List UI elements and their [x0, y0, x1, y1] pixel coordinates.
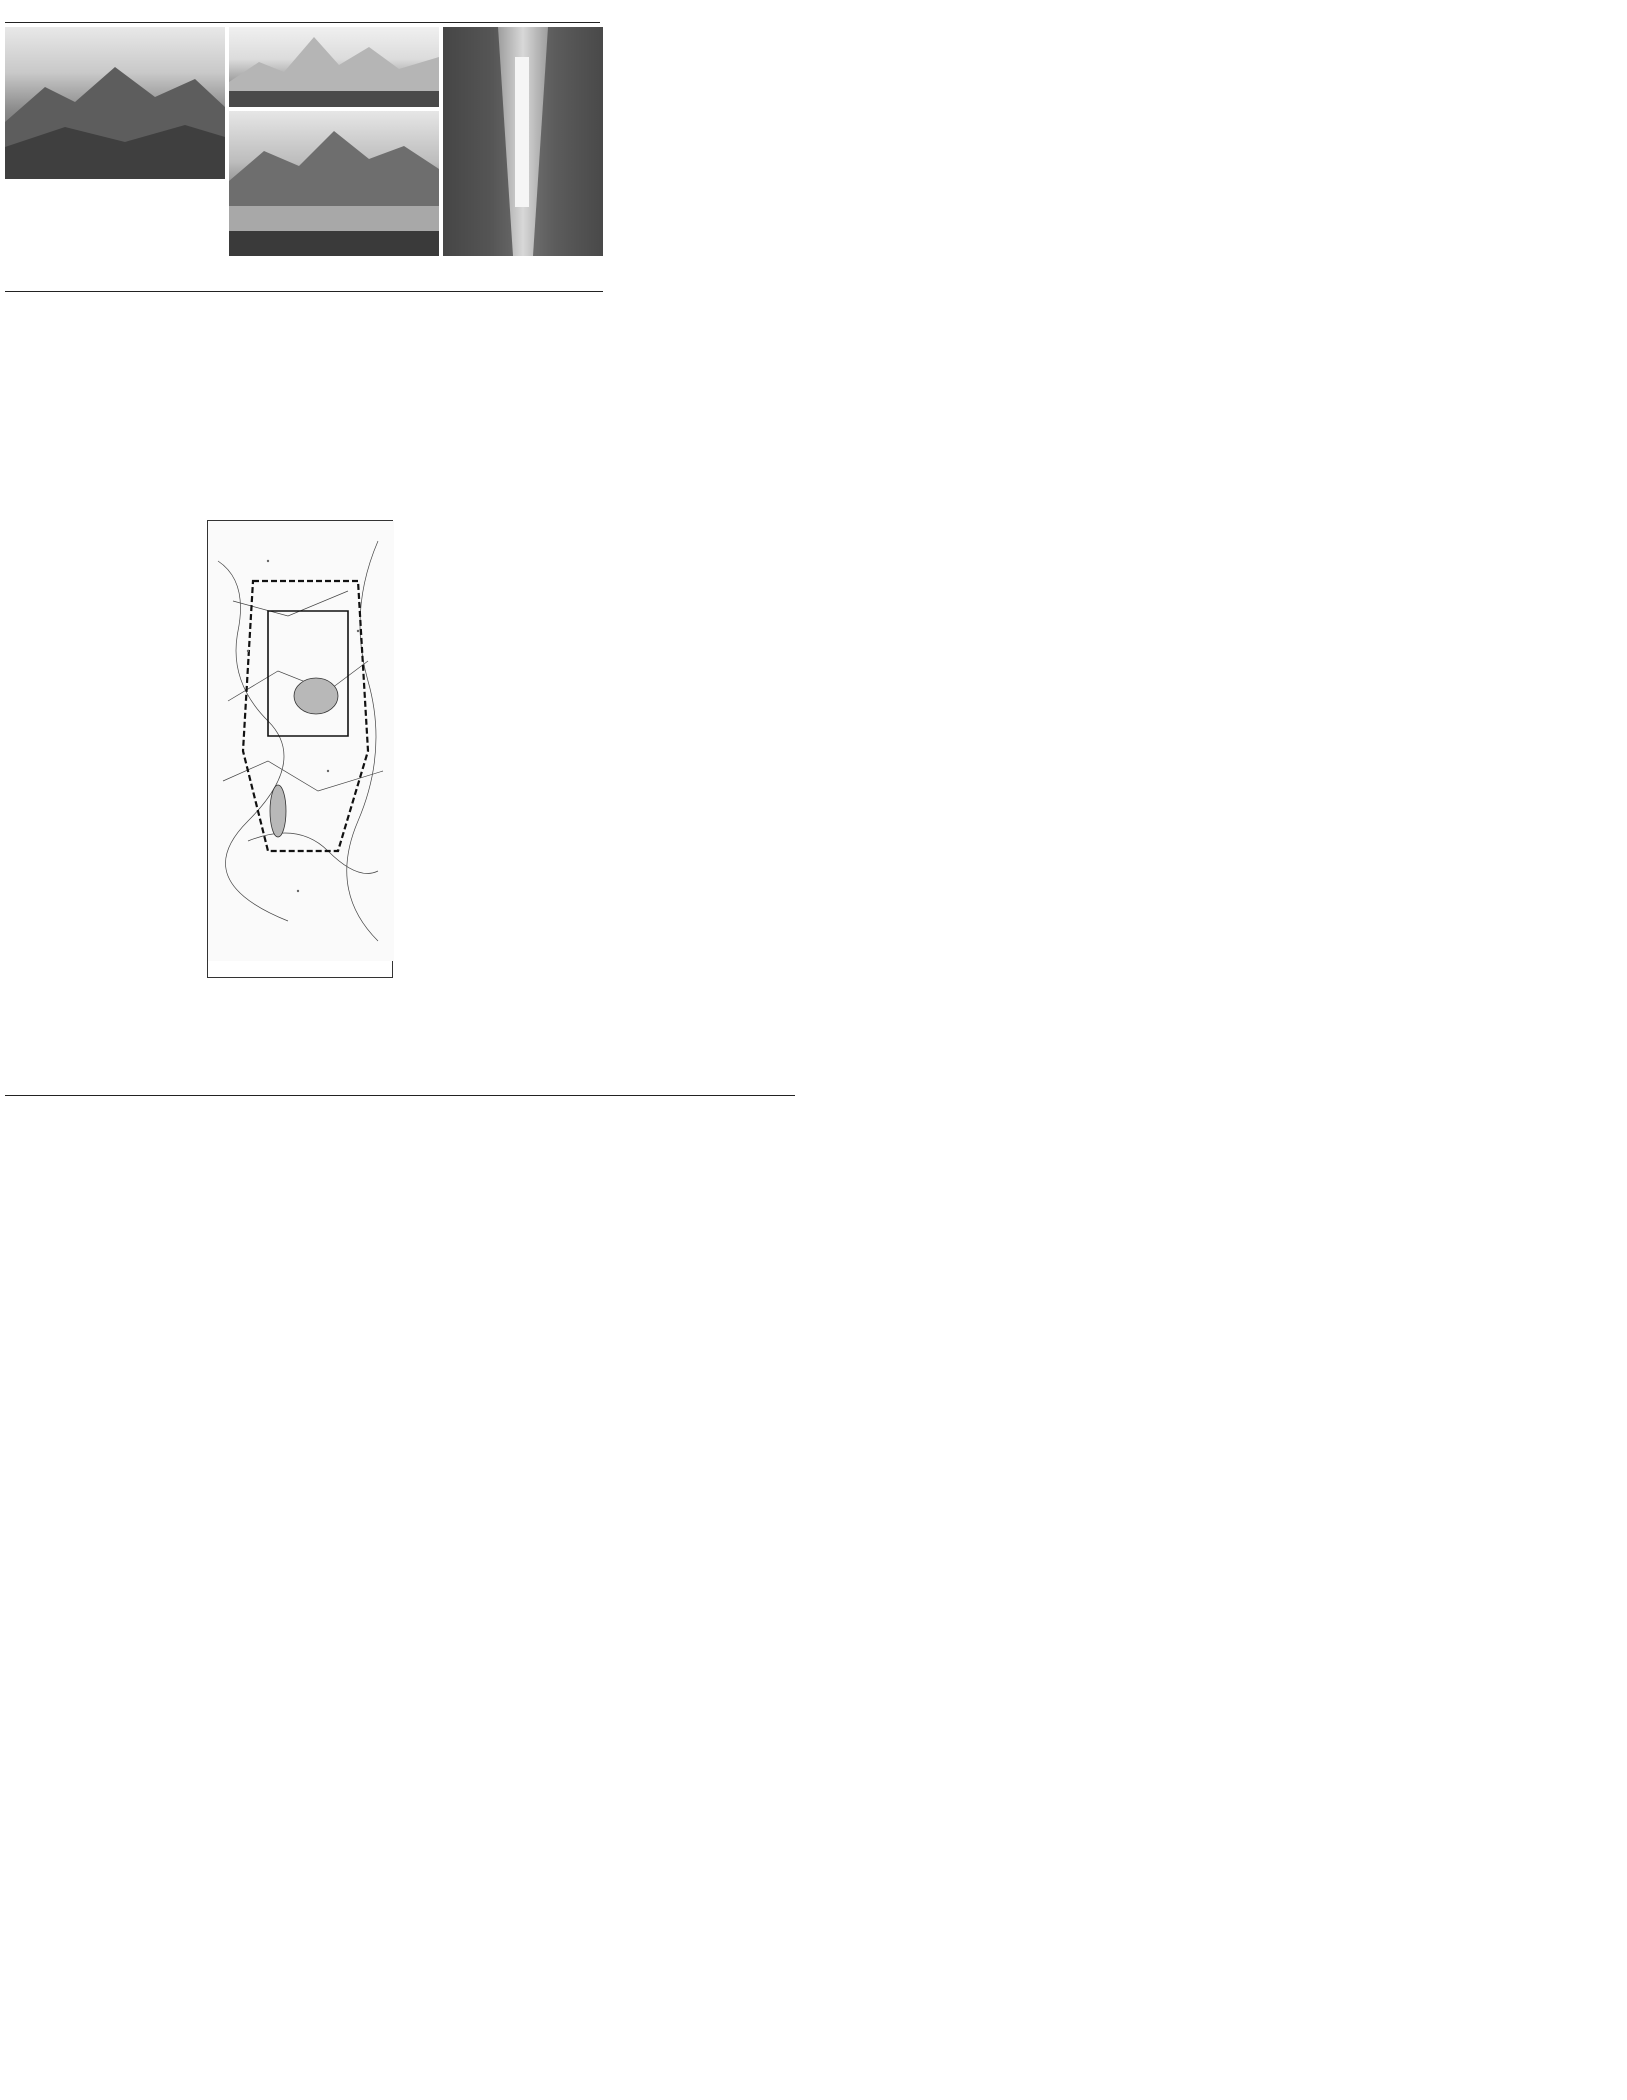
sa1-column-2 — [205, 360, 395, 530]
yellowstone-map — [207, 520, 393, 978]
photo-mt-cleveland — [229, 111, 439, 256]
caption-rule — [5, 291, 603, 292]
falls-sketch — [443, 27, 603, 256]
header-rule — [5, 1095, 795, 1096]
mountain-sketch — [5, 27, 225, 179]
sa-continuation-page — [0, 1073, 800, 2100]
sa2-column-4 — [603, 1100, 793, 2095]
sa1-column-3 — [404, 360, 600, 980]
photo-swiftcurrent-peak — [5, 27, 225, 179]
sa2-column-1 — [6, 1100, 193, 2095]
cleveland-sketch — [229, 111, 439, 256]
sa2-column-3 — [404, 1100, 591, 2095]
photo-great-fall — [443, 27, 603, 256]
sa2-column-2 — [205, 1100, 392, 2095]
teton-sketch — [229, 27, 439, 107]
sa1-column-1 — [6, 360, 196, 1000]
header-rule — [5, 22, 600, 23]
sa-page-364 — [0, 0, 610, 1020]
photo-teton-range — [229, 27, 439, 107]
map-drawing — [208, 521, 394, 961]
